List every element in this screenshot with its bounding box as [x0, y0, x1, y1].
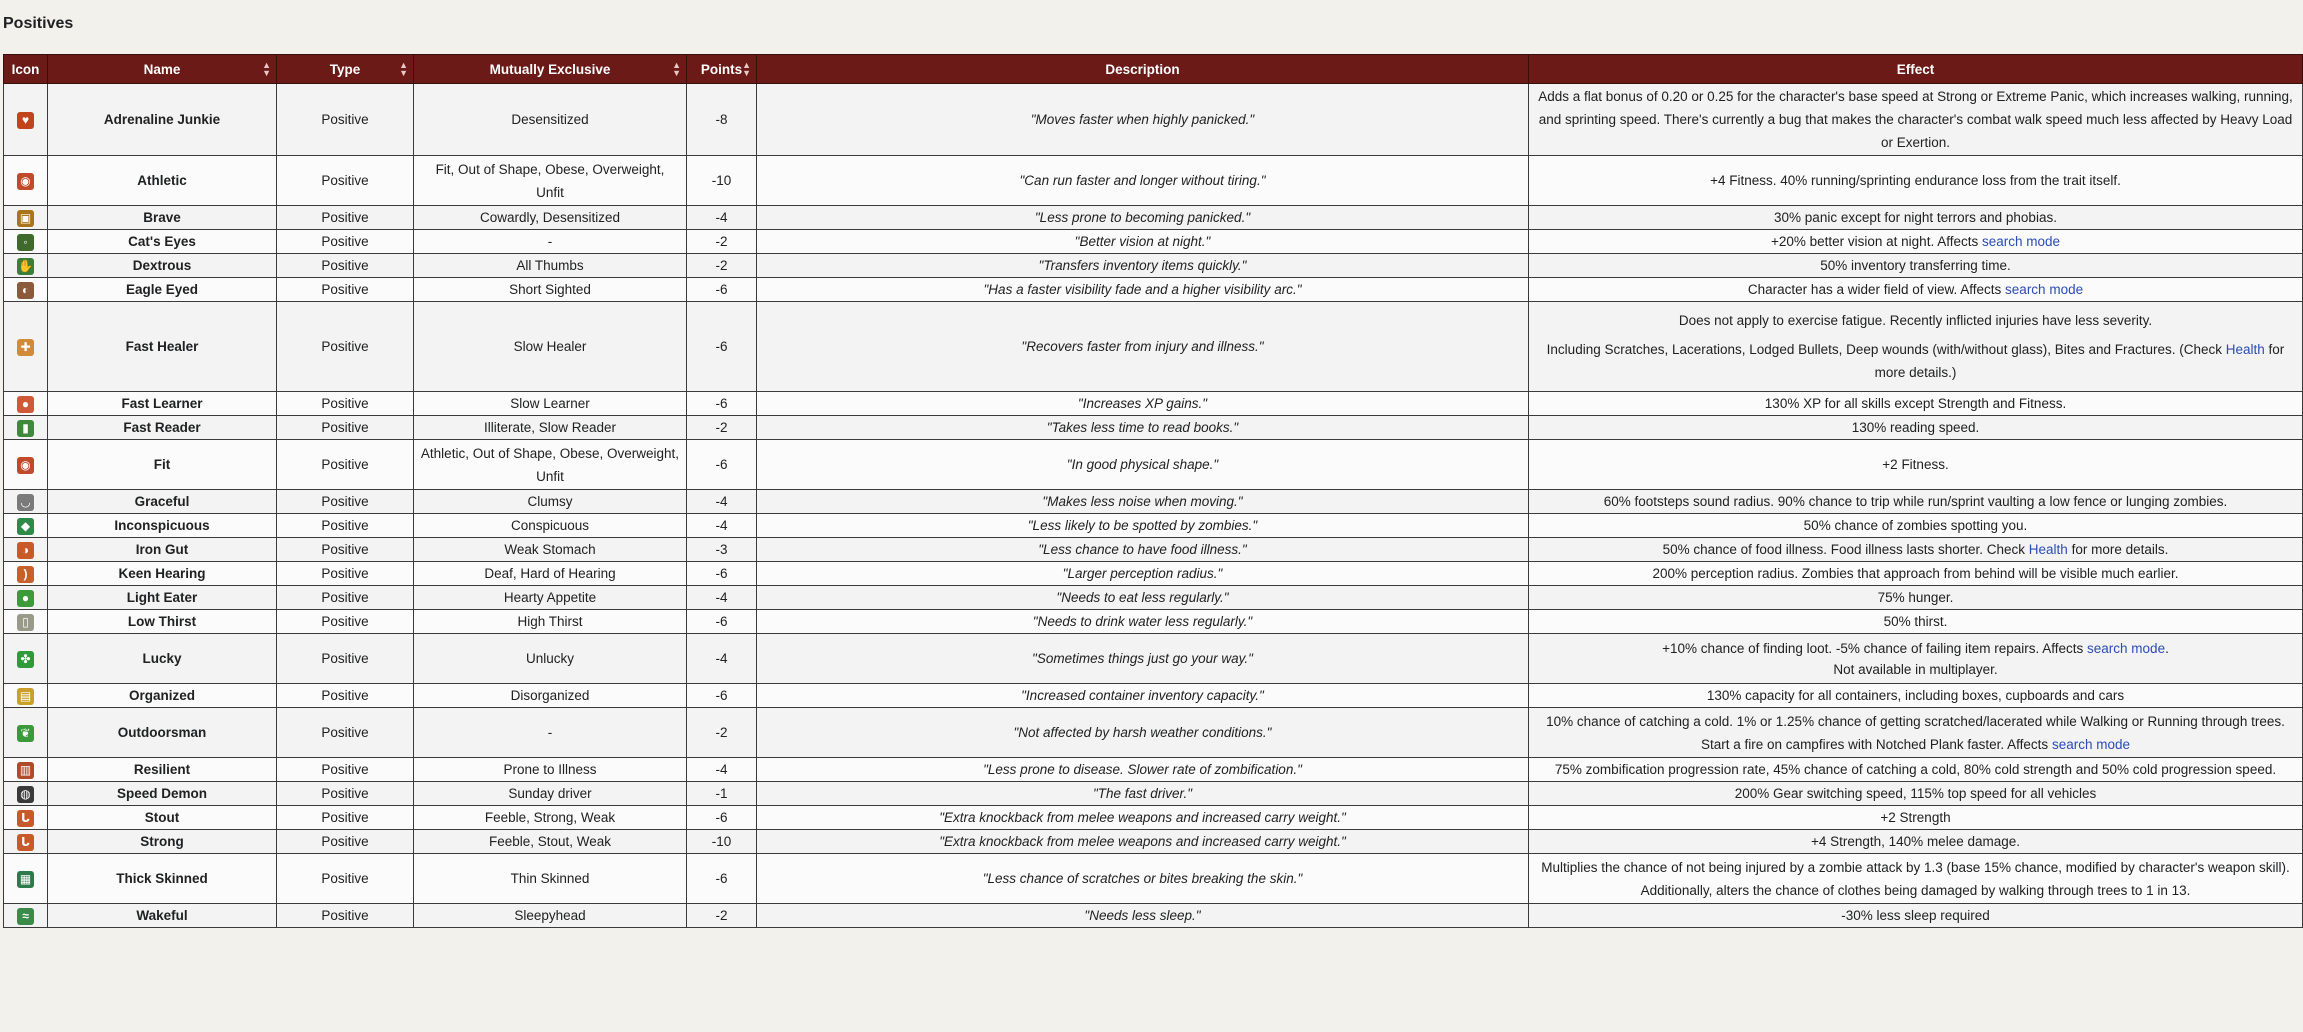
name-cell: Dextrous — [48, 254, 277, 278]
table-row — [4, 490, 2303, 514]
description-cell: "Sometimes things just go your way." — [757, 634, 1529, 684]
type-cell: Positive — [277, 634, 414, 684]
arm-stout-icon: ᒐ — [17, 810, 34, 827]
icon-cell — [4, 758, 48, 782]
points-cell: -1 — [687, 782, 757, 806]
effect-text: 75% hunger. — [1877, 590, 1954, 605]
sort-icon[interactable]: ▲ ▼ — [262, 60, 271, 78]
effect-cell — [1529, 392, 2303, 416]
shoe-icon: ◆ — [17, 518, 34, 535]
header-row — [4, 55, 2303, 84]
name-cell: Inconspicuous — [48, 514, 277, 538]
effect-text: 75% zombification progression rate, 45% chance of catching a cold, 80% cold strength and 50% cold progression speed. — [1554, 762, 2277, 777]
icon-cell — [4, 830, 48, 854]
exclusive-cell: Unlucky — [414, 634, 687, 684]
exclusive-cell: Conspicuous — [414, 514, 687, 538]
type-cell: Positive — [277, 278, 414, 302]
name-cell: Resilient — [48, 758, 277, 782]
effect-cell — [1529, 562, 2303, 586]
col-exclusive-header[interactable]: Mutually Exclusive ▲ ▼ — [414, 55, 687, 84]
effect-text: 60% footsteps sound radius. 90% chance to trip while run/sprint vaulting a low fence or lunging zombies. — [1603, 494, 2228, 509]
exclusive-cell: Cowardly, Desensitized — [414, 206, 687, 230]
exclusive-cell: - — [414, 708, 687, 758]
table-row — [4, 392, 2303, 416]
points-cell: -6 — [687, 278, 757, 302]
effect-link[interactable]: search mode — [2005, 282, 2084, 297]
description-cell: "Less chance to have food illness." — [757, 538, 1529, 562]
icon-cell — [4, 586, 48, 610]
name-cell: Light Eater — [48, 586, 277, 610]
effect-cell — [1529, 538, 2303, 562]
points-cell: -6 — [687, 684, 757, 708]
effect-cell — [1529, 806, 2303, 830]
description-cell: "Not affected by harsh weather conditions." — [757, 708, 1529, 758]
table-row — [4, 84, 2303, 156]
brain-icon: ● — [17, 396, 34, 413]
points-cell: -6 — [687, 806, 757, 830]
points-cell: -3 — [687, 538, 757, 562]
sort-icon[interactable]: ▲ ▼ — [742, 60, 751, 78]
lungs-icon: ◉ — [17, 173, 34, 190]
icon-cell — [4, 206, 48, 230]
name-cell: Fast Healer — [48, 302, 277, 392]
type-cell: Positive — [277, 416, 414, 440]
table-row — [4, 854, 2303, 904]
effect-text: 130% XP for all skills except Strength and Fitness. — [1764, 396, 2067, 411]
table-row — [4, 416, 2303, 440]
type-cell: Positive — [277, 254, 414, 278]
name-cell: Brave — [48, 206, 277, 230]
lungs-fit-icon: ◉ — [17, 457, 34, 474]
table-row — [4, 684, 2303, 708]
exclusive-cell: Deaf, Hard of Hearing — [414, 562, 687, 586]
name-cell: Eagle Eyed — [48, 278, 277, 302]
points-cell: -2 — [687, 904, 757, 928]
exclusive-cell: Hearty Appetite — [414, 586, 687, 610]
exclusive-cell: Feeble, Stout, Weak — [414, 830, 687, 854]
points-cell: -6 — [687, 440, 757, 490]
points-cell: -4 — [687, 206, 757, 230]
points-cell: -6 — [687, 562, 757, 586]
type-cell: Positive — [277, 514, 414, 538]
ear-icon: ) — [17, 566, 34, 583]
clover-icon: ✤ — [17, 651, 34, 668]
name-cell: Keen Hearing — [48, 562, 277, 586]
type-cell: Positive — [277, 830, 414, 854]
effect-text: 10% chance of catching a cold. 1% or 1.25% chance of getting scratched/lacerated while Walking or Running through trees. Start a fire on campfires with Notched Plank faster. Affects search mode — [1546, 713, 2285, 752]
table-row — [4, 758, 2303, 782]
exclusive-cell: Feeble, Strong, Weak — [414, 806, 687, 830]
description-cell: "Needs to drink water less regularly." — [757, 610, 1529, 634]
effect-cell — [1529, 156, 2303, 206]
description-cell: "Needs to eat less regularly." — [757, 586, 1529, 610]
table-row — [4, 562, 2303, 586]
icon-cell — [4, 538, 48, 562]
table-row — [4, 302, 2303, 392]
exclusive-cell: Clumsy — [414, 490, 687, 514]
col-name-header[interactable]: Name ▲ ▼ — [48, 55, 277, 84]
table-row — [4, 782, 2303, 806]
icon-cell — [4, 278, 48, 302]
table-row — [4, 586, 2303, 610]
effect-text: 130% reading speed. — [1851, 420, 1980, 435]
effect-link[interactable]: Health — [2028, 542, 2068, 557]
type-cell: Positive — [277, 708, 414, 758]
effect-cell — [1529, 302, 2303, 392]
points-cell: -2 — [687, 708, 757, 758]
description-cell: "Extra knockback from melee weapons and increased carry weight." — [757, 806, 1529, 830]
type-cell: Positive — [277, 904, 414, 928]
sort-icon[interactable]: ▲ ▼ — [672, 60, 681, 78]
description-cell: "The fast driver." — [757, 782, 1529, 806]
points-cell: -4 — [687, 634, 757, 684]
description-cell: "Less prone to disease. Slower rate of zombification." — [757, 758, 1529, 782]
traits-table — [3, 54, 2303, 928]
exclusive-cell: Thin Skinned — [414, 854, 687, 904]
points-cell: -2 — [687, 416, 757, 440]
effect-cell — [1529, 634, 2303, 684]
table-row — [4, 708, 2303, 758]
table-row — [4, 206, 2303, 230]
name-cell: Low Thirst — [48, 610, 277, 634]
points-cell: -4 — [687, 758, 757, 782]
exclusive-cell: Slow Learner — [414, 392, 687, 416]
type-cell: Positive — [277, 684, 414, 708]
points-cell: -6 — [687, 302, 757, 392]
name-cell: Organized — [48, 684, 277, 708]
effect-cell — [1529, 684, 2303, 708]
exclusive-cell: Sunday driver — [414, 782, 687, 806]
effect-cell — [1529, 440, 2303, 490]
effect-text: +4 Fitness. 40% running/sprinting endurance loss from the trait itself. — [1710, 173, 2121, 188]
description-cell: "Has a faster visibility fade and a higher visibility arc." — [757, 278, 1529, 302]
bottle-icon: ▯ — [17, 614, 34, 631]
exclusive-cell: Illiterate, Slow Reader — [414, 416, 687, 440]
name-cell: Iron Gut — [48, 538, 277, 562]
exclusive-cell: Athletic, Out of Shape, Obese, Overweight, Unfit — [414, 440, 687, 490]
icon-cell — [4, 514, 48, 538]
points-cell: -10 — [687, 830, 757, 854]
sort-icon[interactable]: ▲ ▼ — [399, 60, 408, 78]
exclusive-cell: Sleepyhead — [414, 904, 687, 928]
name-cell: Stout — [48, 806, 277, 830]
foot-icon: ◡ — [17, 494, 34, 511]
type-cell: Positive — [277, 782, 414, 806]
table-row — [4, 254, 2303, 278]
icon-cell — [4, 302, 48, 392]
icon-cell — [4, 708, 48, 758]
effect-cell — [1529, 490, 2303, 514]
exclusive-cell: Weak Stomach — [414, 538, 687, 562]
points-cell: -4 — [687, 514, 757, 538]
name-cell: Fit — [48, 440, 277, 490]
exclusive-cell: Short Sighted — [414, 278, 687, 302]
effect-cell — [1529, 904, 2303, 928]
description-cell: "Can run faster and longer without tiring." — [757, 156, 1529, 206]
icon-cell — [4, 84, 48, 156]
name-cell: Fast Reader — [48, 416, 277, 440]
effect-text: +2 Fitness. — [1882, 457, 1949, 472]
effect-cell — [1529, 830, 2303, 854]
effect-text: 30% panic except for night terrors and phobias. — [1774, 210, 2057, 225]
type-cell: Positive — [277, 392, 414, 416]
name-cell: Adrenaline Junkie — [48, 84, 277, 156]
arm-strong-icon: ᒐ — [17, 834, 34, 851]
table-row — [4, 230, 2303, 254]
effect-text: Adds a flat bonus of 0.20 or 0.25 for the character's base speed at Strong or Extreme Panic, which increases walking, running, and sprinting speed. There's currently a bug that makes the character's combat walk speed much less affected by Heavy Load or Exertion. — [1538, 89, 2293, 150]
effect-text: Including Scratches, Lacerations, Lodged Bullets, Deep wounds (with/without glass), Bites and Fractures. (Check Health for more details.) — [1546, 342, 2285, 380]
effect-cell — [1529, 416, 2303, 440]
icon-cell — [4, 156, 48, 206]
type-cell: Positive — [277, 490, 414, 514]
scale-skin-icon: ▦ — [17, 871, 34, 888]
points-cell: -4 — [687, 586, 757, 610]
points-cell: -8 — [687, 84, 757, 156]
description-cell: "Less likely to be spotted by zombies." — [757, 514, 1529, 538]
table-row — [4, 440, 2303, 490]
exclusive-cell: All Thumbs — [414, 254, 687, 278]
effect-text: 50% chance of zombies spotting you. — [1803, 518, 2028, 533]
points-cell: -6 — [687, 610, 757, 634]
effect-text: Character has a wider field of view. Affects search mode — [1747, 282, 2084, 297]
section-heading: Positives — [3, 15, 74, 32]
icon-cell — [4, 782, 48, 806]
effect-cell — [1529, 206, 2303, 230]
table-row — [4, 538, 2303, 562]
name-cell: Lucky — [48, 634, 277, 684]
effect-cell — [1529, 586, 2303, 610]
points-cell: -10 — [687, 156, 757, 206]
description-cell: "Transfers inventory items quickly." — [757, 254, 1529, 278]
description-cell: "Makes less noise when moving." — [757, 490, 1529, 514]
effect-text: Multiplies the chance of not being injured by a zombie attack by 1.3 (base 15% chance, modified by character's weapon skill). Additionally, alters the chance of clothes being damaged by walking through trees to 1 in 13. — [1541, 859, 2290, 898]
effect-cell — [1529, 514, 2303, 538]
pill-icon: ▥ — [17, 762, 34, 779]
table-row — [4, 610, 2303, 634]
effect-cell — [1529, 254, 2303, 278]
description-cell: "Recovers faster from injury and illness." — [757, 302, 1529, 392]
adrenaline-heart-icon: ♥ — [17, 112, 34, 129]
effect-text: 200% Gear switching speed, 115% top speed for all vehicles — [1734, 786, 2097, 801]
type-cell: Positive — [277, 538, 414, 562]
col-type-header[interactable]: Type ▲ ▼ — [277, 55, 414, 84]
effect-cell — [1529, 230, 2303, 254]
description-cell: "Increases XP gains." — [757, 392, 1529, 416]
icon-cell — [4, 806, 48, 830]
description-cell: "Less chance of scratches or bites breaking the skin." — [757, 854, 1529, 904]
effect-link[interactable]: Health — [2225, 342, 2265, 357]
type-cell: Positive — [277, 806, 414, 830]
description-cell: "Less prone to becoming panicked." — [757, 206, 1529, 230]
name-cell: Speed Demon — [48, 782, 277, 806]
effect-text: +4 Strength, 140% melee damage. — [1810, 834, 2020, 849]
description-cell: "Extra knockback from melee weapons and increased carry weight." — [757, 830, 1529, 854]
exclusive-cell: Disorganized — [414, 684, 687, 708]
col-effect-header: Effect — [1529, 55, 2303, 84]
table-row — [4, 634, 2303, 684]
description-cell: "Moves faster when highly panicked." — [757, 84, 1529, 156]
effect-cell — [1529, 758, 2303, 782]
type-cell: Positive — [277, 302, 414, 392]
table-row — [4, 904, 2303, 928]
exclusive-cell: High Thirst — [414, 610, 687, 634]
name-cell: Fast Learner — [48, 392, 277, 416]
description-cell: "Better vision at night." — [757, 230, 1529, 254]
stomach-icon: ◑ — [17, 542, 34, 559]
icon-cell — [4, 392, 48, 416]
effect-cell — [1529, 84, 2303, 156]
description-cell: "Needs less sleep." — [757, 904, 1529, 928]
name-cell: Athletic — [48, 156, 277, 206]
type-cell: Positive — [277, 206, 414, 230]
table-row — [4, 830, 2303, 854]
icon-cell — [4, 904, 48, 928]
exclusive-cell: Slow Healer — [414, 302, 687, 392]
exclusive-cell: Desensitized — [414, 84, 687, 156]
col-icon-header: Icon — [4, 55, 48, 84]
icon-cell — [4, 854, 48, 904]
bandage-icon: ✚ — [17, 339, 34, 356]
icon-cell — [4, 230, 48, 254]
name-cell: Wakeful — [48, 904, 277, 928]
effect-text: 50% chance of food illness. Food illness lasts shorter. Check Health for more details. — [1662, 542, 2169, 557]
type-cell: Positive — [277, 562, 414, 586]
effect-cell — [1529, 278, 2303, 302]
points-cell: -4 — [687, 490, 757, 514]
effect-link[interactable]: search mode — [2051, 736, 2130, 752]
effect-text: +2 Strength — [1880, 810, 1951, 825]
effect-link[interactable]: search mode — [1981, 234, 2061, 249]
brave-shield-icon: ▣ — [17, 210, 34, 227]
effect-text: 200% perception radius. Zombies that approach from behind will be visible much earlier. — [1652, 566, 2179, 581]
effect-text: Does not apply to exercise fatigue. Recently inflicted injuries have less severity. — [1678, 313, 2153, 328]
type-cell: Positive — [277, 230, 414, 254]
wakeful-icon: ≈ — [17, 908, 34, 925]
icon-cell — [4, 610, 48, 634]
table-row — [4, 278, 2303, 302]
cat-eyes-icon: ◦ — [17, 234, 34, 251]
exclusive-cell: - — [414, 230, 687, 254]
effect-text: -30% less sleep required — [1841, 908, 1990, 923]
points-cell: -6 — [687, 854, 757, 904]
icon-cell — [4, 416, 48, 440]
points-cell: -6 — [687, 392, 757, 416]
type-cell: Positive — [277, 854, 414, 904]
points-cell: -2 — [687, 230, 757, 254]
type-cell: Positive — [277, 84, 414, 156]
name-cell: Cat's Eyes — [48, 230, 277, 254]
effect-link[interactable]: search mode — [2087, 641, 2166, 656]
col-points-header[interactable]: Points ▲ ▼ — [687, 55, 757, 84]
effect-text: +20% better vision at night. Affects search mode — [1770, 234, 2061, 249]
points-cell: -2 — [687, 254, 757, 278]
icon-cell — [4, 634, 48, 684]
tire-icon: ◍ — [17, 786, 34, 803]
apple-icon: ● — [17, 590, 34, 607]
table-row — [4, 514, 2303, 538]
icon-cell — [4, 440, 48, 490]
name-cell: Graceful — [48, 490, 277, 514]
description-cell: "Larger perception radius." — [757, 562, 1529, 586]
effect-cell — [1529, 610, 2303, 634]
description-cell: "Increased container inventory capacity." — [757, 684, 1529, 708]
effect-cell — [1529, 782, 2303, 806]
effect-cell — [1529, 708, 2303, 758]
effect-text: +10% chance of finding loot. -5% chance of failing item repairs. Affects search mode. — [1662, 641, 2169, 656]
icon-cell — [4, 254, 48, 278]
book-icon: ▮ — [17, 420, 34, 437]
icon-cell — [4, 684, 48, 708]
type-cell: Positive — [277, 440, 414, 490]
effect-text: 50% inventory transferring time. — [1820, 258, 2011, 273]
exclusive-cell: Prone to Illness — [414, 758, 687, 782]
icon-cell — [4, 490, 48, 514]
col-description-header: Description — [757, 55, 1529, 84]
leaf-icon: ❦ — [17, 725, 34, 742]
name-cell: Thick Skinned — [48, 854, 277, 904]
organizer-icon: ▤ — [17, 688, 34, 705]
table-row — [4, 806, 2303, 830]
eagle-head-icon: ◐ — [17, 282, 34, 299]
type-cell: Positive — [277, 610, 414, 634]
effect-text: 50% thirst. — [1883, 614, 1948, 629]
effect-text: 130% capacity for all containers, including boxes, cupboards and cars — [1706, 688, 2125, 703]
name-cell: Outdoorsman — [48, 708, 277, 758]
exclusive-cell: Fit, Out of Shape, Obese, Overweight, Unfit — [414, 156, 687, 206]
type-cell: Positive — [277, 758, 414, 782]
description-cell: "In good physical shape." — [757, 440, 1529, 490]
hand-dextrous-icon: ✋ — [18, 258, 33, 273]
table-row — [4, 156, 2303, 206]
effect-extra: Not available in multiplayer. — [1833, 662, 1998, 677]
name-cell: Strong — [48, 830, 277, 854]
description-cell: "Takes less time to read books." — [757, 416, 1529, 440]
type-cell: Positive — [277, 586, 414, 610]
type-cell: Positive — [277, 156, 414, 206]
icon-cell — [4, 562, 48, 586]
effect-cell — [1529, 854, 2303, 904]
